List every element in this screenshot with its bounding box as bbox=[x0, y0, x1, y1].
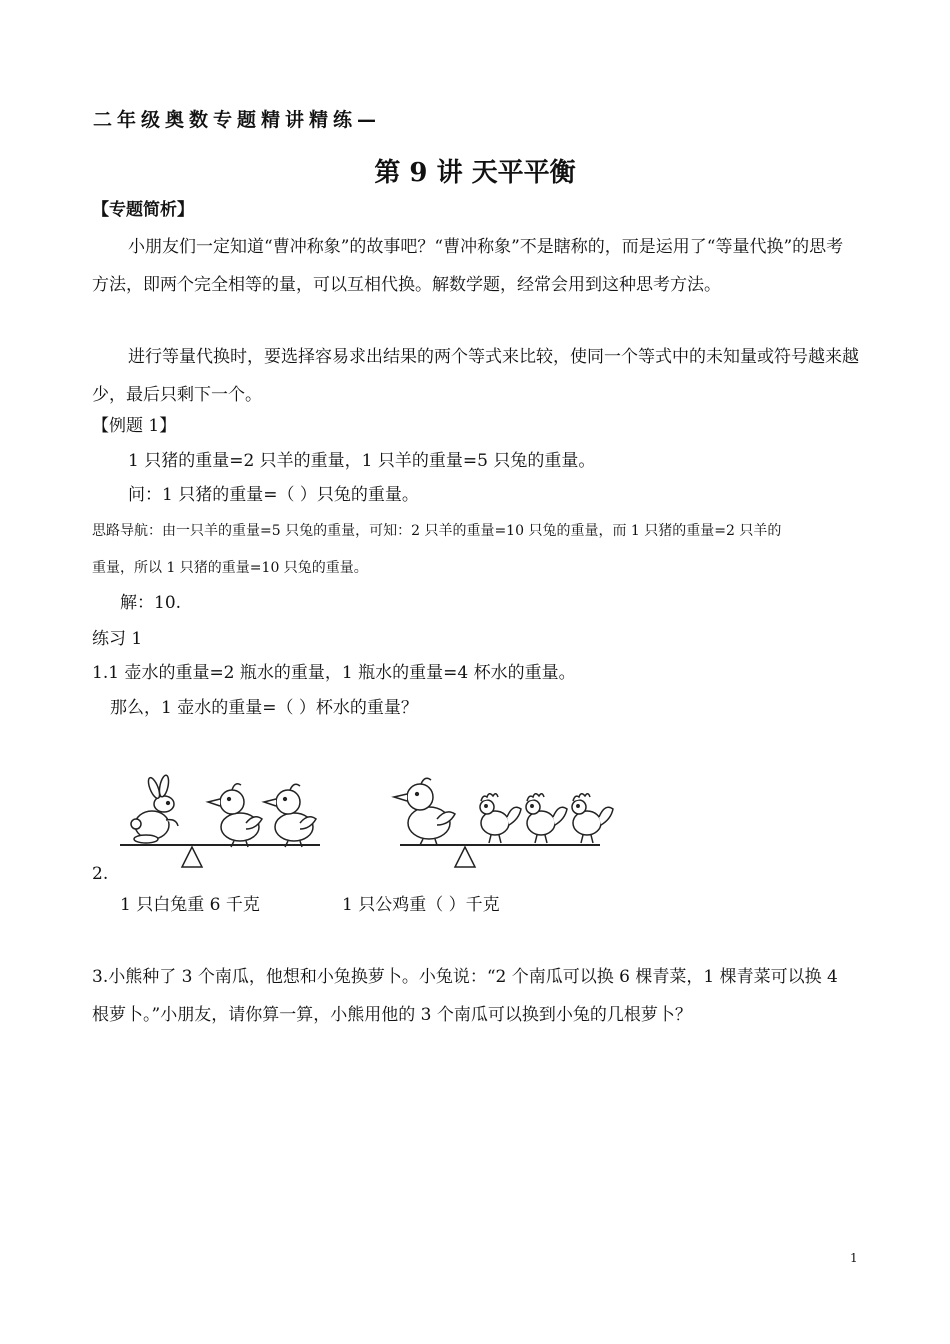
practice-1-heading: 练习 1 bbox=[92, 629, 143, 649]
example-1-heading: 【例题 1】 bbox=[92, 416, 177, 436]
balance-scale-2 bbox=[395, 775, 625, 875]
balance-scale-1 bbox=[120, 775, 335, 875]
example-1-question: 问：1 只猪的重量=（ ）只兔的重量。 bbox=[128, 485, 419, 505]
practice-q3-text: 3.小熊种了 3 个南瓜，他想和小兔换萝卜。小兔说：“2 个南瓜可以换 6 棵青菜，1 棵青菜可以换 4 根萝卜。”小朋友，请你算一算，小熊用他的 3 个南瓜可以换到小兔的几根萝卜？ bbox=[92, 967, 838, 1025]
intro-paragraph-1: 小朋友们一定知道“曹冲称象”的故事吧？“曹冲称象”不是瞎称的，而是运用了“等量代换”的思考方法，即两个完全相等的量，可以互相代换。解数学题，经常会用到这种思考方法。 bbox=[92, 237, 844, 295]
lesson-title: 第 9 讲 天平平衡 bbox=[374, 158, 576, 188]
rooster-icon bbox=[526, 794, 567, 843]
example-1-hint-line-1: 思路导航：由一只羊的重量=5 只兔的重量，可知：2 只羊的重量=10 只兔的重量，而 1 只猪的重量=2 只羊的 bbox=[92, 523, 782, 539]
chick-icon bbox=[264, 784, 316, 847]
example-1-answer: 解：10. bbox=[120, 593, 182, 613]
intro-paragraph-2: 进行等量代换时，要选择容易求出结果的两个等式来比较，使同一个等式中的未知量或符号越来越少，最后只剩下一个。 bbox=[92, 347, 859, 405]
practice-q2-caption-left: 1 只白兔重 6 千克 bbox=[120, 895, 260, 915]
page-number: 1 bbox=[850, 1251, 858, 1265]
practice-q2-caption-right: 1 只公鸡重（ ）千克 bbox=[342, 895, 500, 915]
example-1-given: 1 只猪的重量=2 只羊的重量，1 只羊的重量=5 只兔的重量。 bbox=[128, 451, 596, 471]
chick-icon bbox=[208, 784, 262, 847]
chick-icon bbox=[394, 778, 455, 845]
example-1-hint-line-2: 重量，所以 1 只猪的重量=10 只兔的重量。 bbox=[92, 560, 368, 576]
practice-q1-line-1: 1.1 壶水的重量=2 瓶水的重量，1 瓶水的重量=4 杯水的重量。 bbox=[92, 663, 576, 683]
rooster-icon bbox=[572, 794, 613, 843]
practice-q1-line-2: 那么，1 壶水的重量=（ ）杯水的重量？ bbox=[110, 698, 418, 718]
intro-heading: 【专题简析】 bbox=[92, 200, 194, 220]
practice-q2-number: 2. bbox=[92, 864, 109, 884]
rooster-icon bbox=[480, 794, 521, 843]
fulcrum-triangle bbox=[182, 847, 202, 867]
fulcrum-triangle bbox=[455, 847, 475, 867]
series-title: 二年级奥数专题精讲精练— bbox=[93, 109, 382, 131]
rabbit-icon bbox=[131, 774, 178, 843]
